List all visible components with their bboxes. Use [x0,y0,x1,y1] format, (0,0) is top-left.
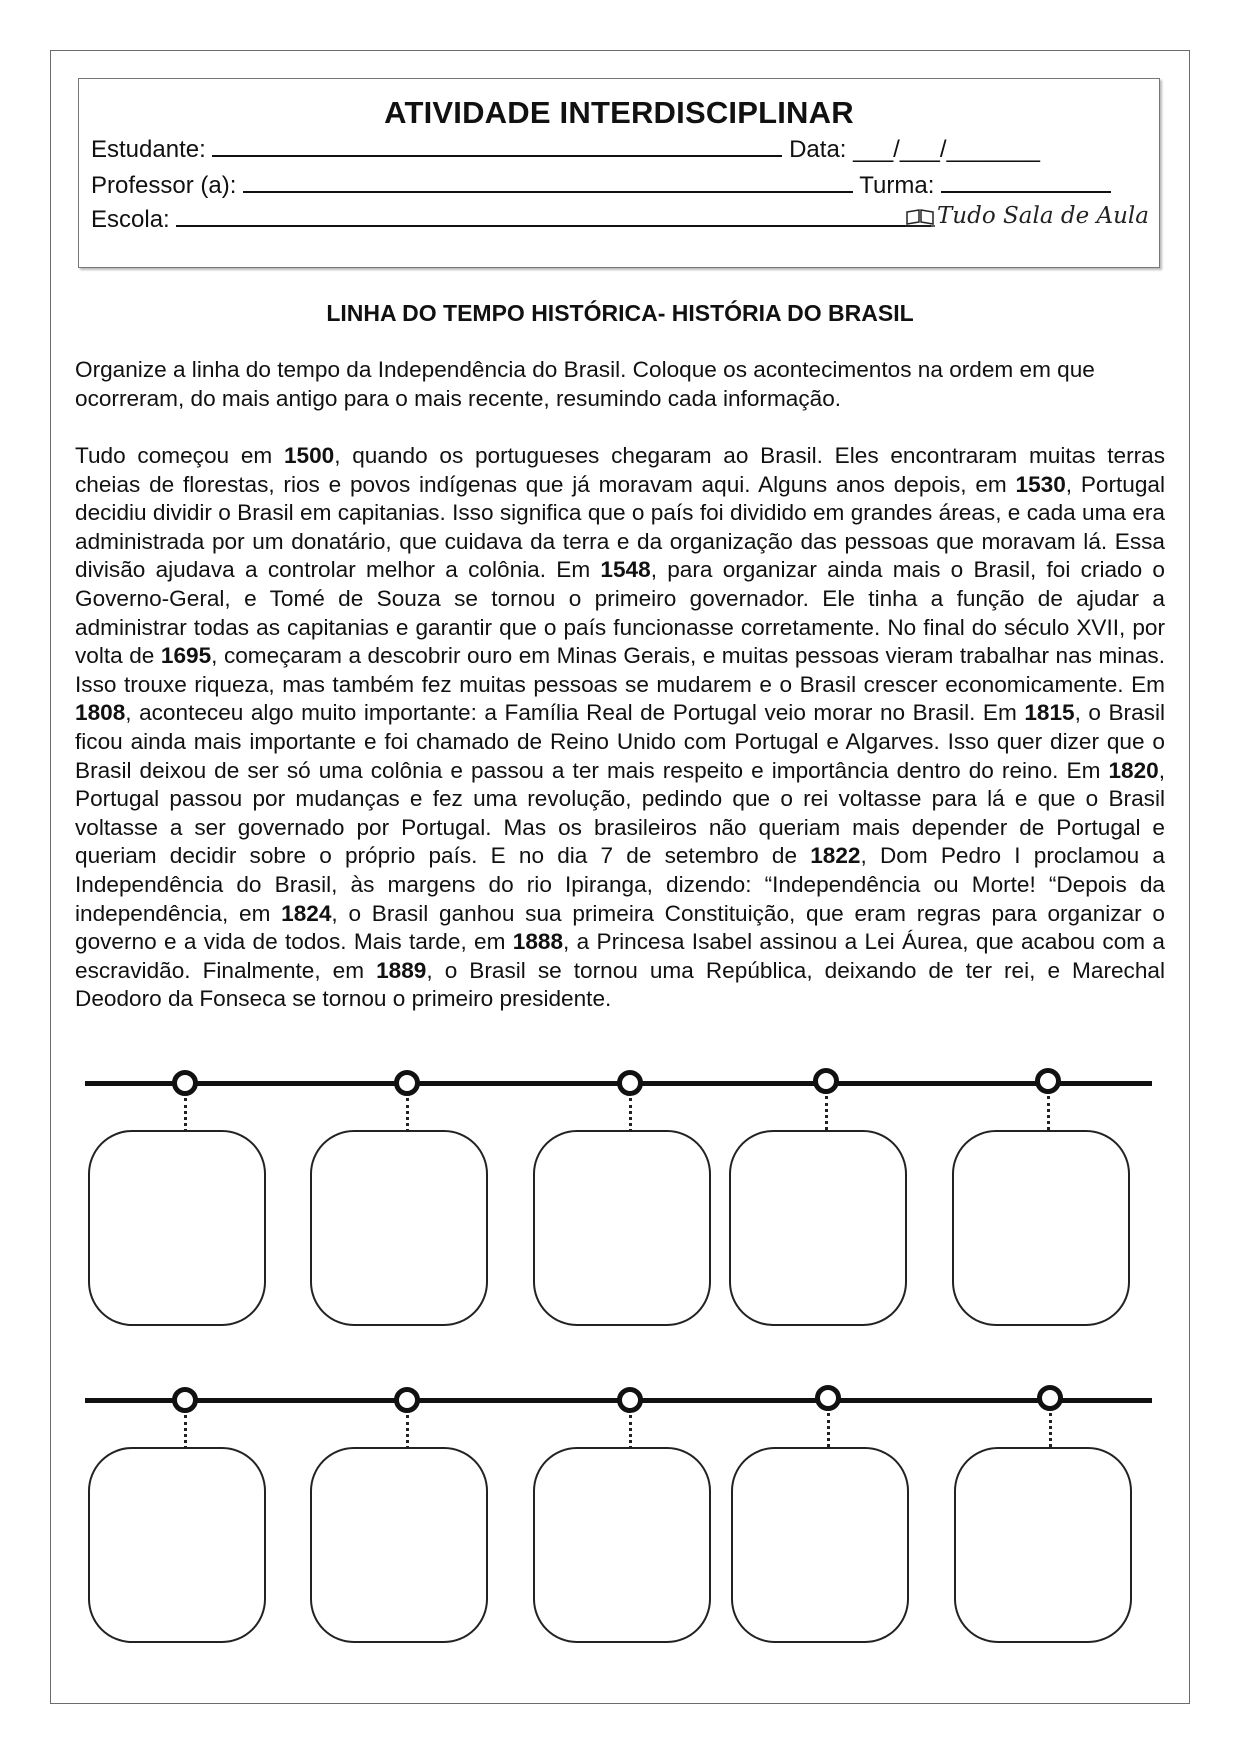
teacher-row [91,169,1111,200]
year-1822: 1822 [810,843,861,869]
school-label: Escola: [91,206,170,233]
timeline-connector [1047,1096,1050,1130]
timeline-node [1037,1385,1063,1411]
class-field[interactable] [941,169,1111,193]
timeline-answer-box-7[interactable] [310,1447,488,1643]
timeline-row-1 [0,1068,1240,1328]
timeline-answer-box-9[interactable] [731,1447,909,1643]
timeline-node [815,1385,841,1411]
brand-logo [905,203,1149,229]
year-1530: 1530 [1015,471,1066,497]
timeline-connector [406,1098,409,1132]
story-text: , começaram a descobrir ouro em Minas Gerais, e muitas pessoas vieram trabalhar nas minas. Isso trouxe riqueza, mas também fez muitas pessoas se mudarem e o Brasil crescer economicamente. Em [75,643,1165,697]
story-text: Tudo começou em [75,443,284,468]
year-1815: 1815 [1024,700,1075,726]
story-text: , o Brasil se tornou uma República, deixando de ter rei, e Marechal Deodoro da Fonseca se tornou o primeiro presidente. [75,957,1165,1012]
year-1889: 1889 [376,957,427,983]
story-text: , Dom Pedro I proclamou a Independência do Brasil, às margens do rio Ipiranga, dizendo: “Independência ou Morte! “Depois da independência, em [75,843,1165,926]
timeline-node [813,1068,839,1094]
timeline-row-2 [0,1385,1240,1645]
logo-text: Tudo Sala de Aula [936,203,1149,229]
timeline-answer-box-2[interactable] [310,1130,488,1326]
year-1695: 1695 [160,643,212,669]
timeline-node [617,1070,643,1096]
timeline-node [172,1387,198,1413]
year-1888: 1888 [512,929,564,955]
timeline-answer-box-3[interactable] [533,1130,711,1326]
timeline-answer-box-4[interactable] [729,1130,907,1326]
story-text: , Portugal decidiu dividir o Brasil em capitanias. Isso significa que o país foi dividido em grandes áreas, e cada uma era administrada por um donatário, que cuidava da terra e da organização das pessoas que moravam lá. Essa divisão ajudava a controlar melhor a colônia. Em [75,471,1165,583]
timeline-connector [184,1415,187,1449]
story-text: , quando os portugueses chegaram ao Brasil. Eles encontraram muitas terras cheias de florestas, rios e povos indígenas que já moravam aqui. Alguns anos depois, em [75,443,1165,497]
timeline-connector [629,1415,632,1449]
story-text: , o Brasil ficou ainda mais importante e foi chamado de Reino Unido com Portugal e Algarves. Isso quer dizer que o Brasil deixou de ser só uma colônia e passou a ter mais respeito e importância dentro do reino. Em [75,700,1165,783]
story-text: , Portugal passou por mudanças e fez uma revolução, pedindo que o rei voltasse para lá e que o Brasil voltasse a ser governado por Portugal. Mas os brasileiros não queriam mais depender de Portugal e queriam decidir sobre o próprio país. E no dia 7 de setembro de [75,757,1165,869]
date-label: Data: [789,136,847,163]
history-text [75,442,1165,1014]
timeline-connector [629,1098,632,1132]
timeline-node [394,1070,420,1096]
timeline-answer-box-10[interactable] [954,1447,1132,1643]
timeline-node [1035,1068,1061,1094]
date-field[interactable]: ___/___/_______ [853,136,1040,163]
student-name-field[interactable] [212,133,782,157]
timeline-connector [825,1096,828,1130]
year-1500: 1500 [283,443,335,468]
school-name-field[interactable] [176,203,931,227]
story-text: , para organizar ainda mais o Brasil, foi criado o Governo-Geral, e Tomé de Souza se tornou o primeiro governador. Ele tinha a função de ajudar a administrar todas as capitanias e garantir que o país funcionasse corretamente. No final do século XVII, por volta de [75,557,1165,669]
section-title: LINHA DO TEMPO HISTÓRICA- HISTÓRIA DO BRASIL [326,300,914,326]
teacher-label: Professor (a): [91,172,237,199]
year-1548: 1548 [600,557,651,583]
story-text: , a Princesa Isabel assinou a Lei Áurea, que acabou com a escravidão. Finalmente, em [75,929,1165,983]
year-1808: 1808 [75,700,126,726]
year-1820: 1820 [1108,757,1159,783]
instructions-text: Organize a linha do tempo da Independência do Brasil. Coloque os acontecimentos na ordem em que ocorreram, do mais antigo para o mais recente, resumindo cada informação. [75,357,1095,411]
timeline-node [617,1387,643,1413]
timeline-answer-box-6[interactable] [88,1447,266,1643]
header-box [78,78,1160,268]
student-label: Estudante: [91,136,206,163]
activity-title: ATIVIDADE INTERDISCIPLINAR [384,95,854,130]
teacher-name-field[interactable] [243,169,853,193]
timeline-connector [184,1098,187,1132]
student-row [91,133,1040,164]
timeline-answer-box-1[interactable] [88,1130,266,1326]
timeline-connector [827,1413,830,1447]
timeline-node [172,1070,198,1096]
timeline-answer-box-8[interactable] [533,1447,711,1643]
year-1824: 1824 [281,900,332,926]
timeline-connector [1049,1413,1052,1447]
class-label: Turma: [859,172,935,199]
story-text: , o Brasil ganhou sua primeira Constituição, que eram regras para organizar o governo e a vida de todos. Mais tarde, em [75,900,1165,955]
timeline-node [394,1387,420,1413]
story-text: , aconteceu algo muito importante: a Família Real de Portugal veio morar no Brasil. Em [125,700,1025,726]
book-icon [905,206,935,228]
timeline-connector [406,1415,409,1449]
school-row [91,203,931,234]
timeline-answer-box-5[interactable] [952,1130,1130,1326]
